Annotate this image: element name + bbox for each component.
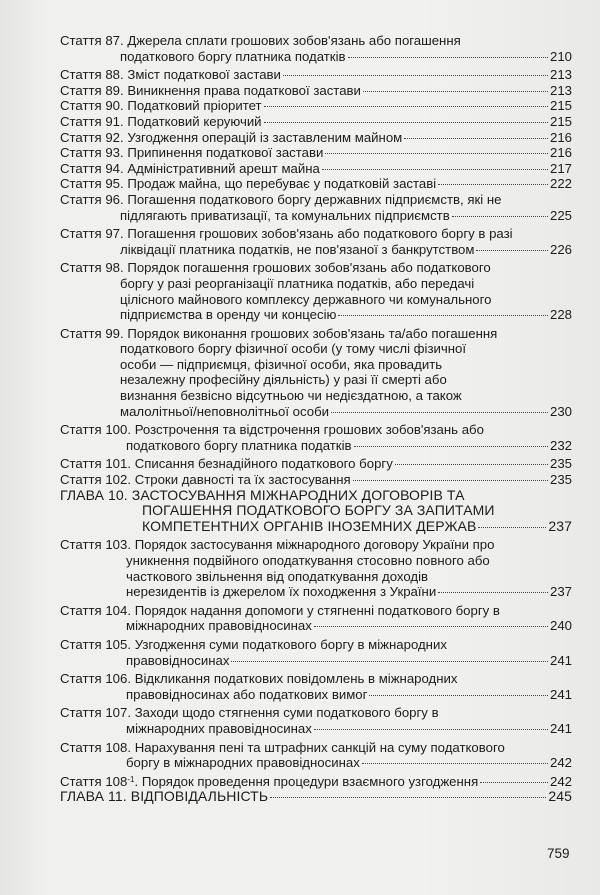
- page-ref: 210: [549, 48, 572, 64]
- entry-title-line: підлягають приватизації, та комунальних підприємств: [120, 207, 450, 223]
- toc-text: [120, 357, 442, 372]
- toc-label: [60, 487, 465, 503]
- toc-entry: [60, 83, 572, 99]
- dot-leader: [322, 169, 548, 170]
- page-ref: 222: [549, 176, 572, 192]
- dot-leader: [338, 315, 548, 316]
- entry-title-line: Списання безнадійного податкового боргу: [134, 456, 393, 472]
- toc-line: [60, 176, 572, 192]
- entry-number: Стаття 93.: [60, 145, 124, 161]
- page-ref: 235: [549, 472, 572, 488]
- toc-line: [60, 357, 572, 373]
- dot-leader: [363, 91, 548, 92]
- toc-entry: [60, 326, 572, 420]
- entry-number: Стаття 87.: [60, 33, 124, 48]
- toc-line: [60, 740, 572, 756]
- page-number: 759: [547, 846, 570, 861]
- toc-line: [60, 292, 572, 308]
- dot-leader: [270, 797, 546, 798]
- toc-label: Стаття $108^{-1}$. Порядок проведення процедури взаємного узгодження: [60, 773, 479, 789]
- toc-text: [142, 519, 476, 535]
- toc-line: [60, 569, 572, 585]
- entry-number: Стаття 104.: [60, 602, 132, 618]
- page-ref: 242: [549, 755, 572, 771]
- page-ref: 237: [548, 517, 572, 534]
- page-ref: 226: [549, 241, 572, 257]
- toc-label: [60, 603, 500, 618]
- toc-line: [60, 161, 572, 177]
- entry-title-line: ВІДПОВІДАЛЬНІСТЬ: [130, 788, 269, 805]
- toc-line: [60, 553, 572, 569]
- toc-line: [60, 755, 572, 771]
- dot-leader: [283, 75, 548, 76]
- page-ref: 235: [549, 456, 572, 472]
- toc-entry: [60, 740, 572, 771]
- toc-label: [60, 67, 281, 83]
- toc-line: [60, 721, 572, 737]
- toc-line: [60, 789, 572, 805]
- dot-leader: [452, 216, 548, 217]
- toc-line: [60, 537, 572, 553]
- toc-label: [60, 83, 361, 99]
- page-ref: 232: [549, 437, 572, 453]
- entry-number-superscript: -1: [127, 774, 135, 784]
- toc-entry: [60, 145, 572, 161]
- entry-gap: [60, 805, 572, 808]
- entry-title-line: часткового звільнення від оподаткування доходів: [126, 568, 429, 584]
- entry-title-line: Виникнення права податкової застави: [127, 82, 361, 98]
- dot-leader: [395, 464, 548, 465]
- dot-leader: [369, 695, 548, 696]
- toc-line: [60, 114, 572, 130]
- page-ref: 215: [549, 98, 572, 114]
- entry-title-line: підприємства в оренду чи концесію: [120, 307, 337, 323]
- toc-entry: [60, 422, 572, 453]
- entry-number: Стаття 98.: [60, 260, 124, 276]
- page-ref: 241: [549, 652, 572, 668]
- page-ref: 225: [549, 207, 572, 223]
- entry-title-line: Зміст податкової застави: [127, 67, 281, 83]
- entry-title-line: правовідносинах або податкових вимог: [126, 686, 368, 702]
- page-ref: 217: [549, 160, 572, 176]
- toc-entry: [60, 192, 572, 223]
- entry-title-line: цілісного майнового комплексу державного чи комунального: [120, 291, 492, 307]
- toc-text: [126, 569, 428, 584]
- page-ref: 242: [549, 773, 572, 789]
- toc-entry: [60, 33, 572, 64]
- toc-line: [60, 618, 572, 634]
- toc-line: [60, 519, 572, 535]
- toc-line: [60, 603, 572, 619]
- toc-entry: [60, 67, 572, 83]
- toc-entry: [60, 130, 572, 146]
- toc-line: [60, 584, 572, 600]
- toc-line: [60, 503, 572, 519]
- dot-leader: [354, 446, 548, 447]
- toc-label: [60, 789, 268, 805]
- entry-title-line: Джерела сплати грошових зобов'язань або погашення: [127, 33, 461, 48]
- toc-line: [60, 145, 572, 161]
- toc-text: [126, 687, 367, 703]
- toc-label: [60, 637, 447, 652]
- dot-leader: [264, 122, 548, 123]
- entry-title-line: визнання безвісно відсутньою чи недієздатною, а також: [120, 388, 462, 404]
- toc-label: [60, 114, 262, 130]
- entry-number: Стаття 90.: [60, 98, 124, 114]
- entry-title-line: Погашення податкового боргу державних підприємств, які не: [127, 191, 502, 207]
- toc-line: [60, 653, 572, 669]
- toc-entry: [60, 114, 572, 130]
- entry-title-line: податкового боргу платника податків: [120, 48, 346, 64]
- toc-chapter: [60, 789, 572, 805]
- entry-title-line: Порядок надання допомоги у стягненні податкового боргу в: [134, 602, 500, 618]
- toc-line: [60, 488, 572, 504]
- toc-line: [60, 671, 572, 687]
- dot-leader: [314, 729, 548, 730]
- toc-text: [126, 553, 490, 568]
- toc-line: [60, 307, 572, 323]
- toc-entry: [60, 176, 572, 192]
- entry-number: Стаття 96.: [60, 191, 124, 207]
- toc-label: [60, 740, 505, 755]
- entry-number: Стаття 108: [60, 773, 128, 789]
- toc-line: [60, 637, 572, 653]
- dot-leader: [362, 763, 548, 764]
- page-ref: 216: [549, 129, 572, 145]
- toc-line: [60, 260, 572, 276]
- toc-text: [142, 502, 495, 518]
- toc-entry: [60, 161, 572, 177]
- entry-title-line: податкового боргу платника податків: [126, 437, 352, 453]
- toc-chapter: [60, 488, 572, 535]
- entry-title-line: міжнародних правовідносинах: [126, 720, 312, 736]
- entry-number: Стаття 100.: [60, 422, 132, 438]
- toc-line: [60, 49, 572, 65]
- toc-label: [60, 226, 513, 241]
- entry-number: Стаття 108.: [60, 739, 132, 755]
- entry-title-line: Порядок застосування міжнародного договору України про: [134, 537, 495, 553]
- toc-line: [60, 208, 572, 224]
- toc-label: [60, 705, 439, 720]
- toc-line: [60, 438, 572, 454]
- page-ref: 213: [549, 82, 572, 98]
- entry-title-line: Порядок проведення процедури взаємного узгодження: [141, 773, 479, 789]
- toc-text: [120, 372, 447, 387]
- toc-entry: [60, 637, 572, 668]
- entry-number: Стаття 92.: [60, 129, 124, 145]
- toc-label: [60, 192, 501, 207]
- entry-title-line: Заходи щодо стягнення суми податкового боргу в: [134, 705, 439, 721]
- toc-text: [120, 242, 474, 258]
- toc-line: [60, 774, 572, 790]
- entry-title-line: міжнародних правовідносинах: [126, 618, 312, 634]
- toc-label: [60, 671, 457, 686]
- toc-label: [60, 145, 323, 161]
- entry-number: Стаття 105.: [60, 636, 132, 652]
- entry-title-line: ліквідації платника податків, не пов'язаної з банкрутством: [120, 241, 475, 257]
- entry-title-line: Строки давності та їх застосування: [134, 472, 351, 488]
- toc-entry: [60, 603, 572, 634]
- entry-number: Стаття 97.: [60, 226, 124, 242]
- toc-line: [60, 456, 572, 472]
- dot-leader: [331, 412, 548, 413]
- toc-line: [60, 67, 572, 83]
- entry-title-line: боргу в міжнародних правовідносинах: [126, 755, 360, 771]
- toc-line: [60, 705, 572, 721]
- entry-title-line: малолітньої/неповнолітньої особи: [120, 403, 330, 419]
- toc-line: [60, 687, 572, 703]
- dot-leader: [348, 57, 548, 58]
- entry-title-line: боргу у разі реорганізації платника податків, або передачі: [120, 275, 475, 291]
- dot-leader: [231, 661, 548, 662]
- toc-text: [120, 404, 329, 420]
- entry-title-line: Адміністративний арешт майна: [127, 160, 320, 176]
- entry-number: Стаття 107.: [60, 705, 132, 721]
- toc-label: [60, 161, 320, 177]
- toc-line: [60, 422, 572, 438]
- dot-leader: [404, 138, 548, 139]
- entry-title-line: Порядок виконання грошових зобов'язань та/або погашення: [127, 325, 498, 341]
- toc-entry: [60, 456, 572, 472]
- toc-line: [60, 83, 572, 99]
- toc-label: [60, 422, 484, 437]
- toc-label: [60, 130, 402, 146]
- page-ref: 216: [549, 145, 572, 161]
- toc-entry: [60, 537, 572, 599]
- toc-label: [60, 98, 262, 114]
- toc-entry: [60, 226, 572, 257]
- entry-number: Стаття 88.: [60, 67, 124, 83]
- entry-title-line: Узгодження суми податкового боргу в міжнародних: [134, 636, 447, 652]
- page-ref: 241: [549, 720, 572, 736]
- page-ref: 241: [549, 686, 572, 702]
- entry-title-line: нерезидентів із джерелом їх походження з України: [126, 584, 437, 600]
- toc-text: [120, 276, 474, 291]
- page-ref: 230: [549, 403, 572, 419]
- entry-number: Стаття 95.: [60, 176, 124, 192]
- entry-title-line: КОМПЕТЕНТНИХ ОРГАНІВ ІНОЗЕМНИХ ДЕРЖАВ: [142, 517, 477, 534]
- toc-line: [60, 98, 572, 114]
- toc-entry: [60, 774, 572, 790]
- entry-title-line: Продаж майна, що перебуває у податковій заставі: [127, 176, 437, 192]
- entry-title-line: Розстрочення та відстрочення грошових зобов'язань або: [134, 422, 484, 438]
- entry-title-line: особи — підприємця, фізичної особи, яка провадить: [120, 356, 443, 372]
- toc-line: [60, 130, 572, 146]
- entry-title-line: Податковий пріоритет: [127, 98, 262, 114]
- toc-line: [60, 388, 572, 404]
- toc-line: [60, 242, 572, 258]
- page-ref: 240: [549, 618, 572, 634]
- dot-leader: [438, 184, 548, 185]
- toc-line: [60, 341, 572, 357]
- toc-text: [120, 307, 336, 323]
- dot-leader: [325, 153, 548, 154]
- entry-title-line: ЗАСТОСУВАННЯ МІЖНАРОДНИХ ДОГОВОРІВ ТА: [131, 486, 465, 503]
- toc-line: [60, 33, 572, 49]
- toc-line: [60, 276, 572, 292]
- entry-number: Стаття 99.: [60, 325, 124, 341]
- entry-number: Стаття 106.: [60, 671, 132, 687]
- toc-line: [60, 372, 572, 388]
- entry-number: Стаття 102.: [60, 472, 132, 488]
- toc-label: [60, 537, 494, 552]
- entry-title-line: ПОГАШЕННЯ ПОДАТКОВОГО БОРГУ ЗА ЗАПИТАМИ: [142, 502, 495, 519]
- entry-number: Стаття 91.: [60, 113, 124, 129]
- entry-title-line: правовідносинах: [126, 652, 230, 668]
- entry-number: ГЛАВА 11.: [60, 788, 127, 805]
- entry-title-line: Нарахування пені та штрафних санкцій на суму податкового: [134, 739, 505, 755]
- toc-label: [60, 260, 491, 275]
- toc-line: [60, 226, 572, 242]
- entry-title-line: уникнення подвійного оподаткування стосовно повного або: [126, 553, 490, 568]
- entry-title-line: Узгодження операцій із заставленим майном: [127, 129, 403, 145]
- dot-leader: [438, 592, 548, 593]
- dot-leader: [478, 527, 546, 528]
- toc-text: [120, 341, 466, 356]
- toc-label: [60, 326, 497, 341]
- toc-entry: [60, 260, 572, 322]
- entry-number: ГЛАВА 10.: [60, 486, 128, 503]
- page-ref: 213: [549, 67, 572, 83]
- page-ref: 237: [549, 584, 572, 600]
- toc-entry: [60, 671, 572, 702]
- toc-text: [126, 618, 312, 634]
- toc-entry: [60, 472, 572, 488]
- toc-line: [60, 472, 572, 488]
- toc-label: [60, 456, 393, 472]
- entry-number: Стаття 101.: [60, 456, 132, 472]
- toc-label: [60, 33, 461, 48]
- toc-text: [126, 438, 352, 454]
- dot-leader: [353, 480, 548, 481]
- toc-text: [126, 653, 229, 669]
- page-ref: 228: [549, 307, 572, 323]
- toc-text: [126, 721, 312, 737]
- toc-text: [120, 49, 346, 65]
- dot-leader: [480, 782, 548, 783]
- toc-entry: [60, 705, 572, 736]
- dot-leader: [264, 106, 548, 107]
- entry-title-line: незалежну професійну діяльність) у разі її смерті або: [120, 372, 447, 388]
- entry-title-line: податкового боргу фізичної особи (у тому числі фізичної: [120, 341, 467, 357]
- entry-number: Стаття 94.: [60, 160, 124, 176]
- toc-text: [126, 755, 360, 771]
- entry-number: Стаття 103.: [60, 537, 132, 553]
- toc-text: [120, 208, 450, 224]
- entry-title-line: Податковий керуючий: [127, 113, 262, 129]
- toc-line: [60, 326, 572, 342]
- dot-leader: [314, 626, 548, 627]
- entry-number: Стаття 89.: [60, 82, 124, 98]
- toc-label: [60, 472, 351, 488]
- dot-leader: [476, 250, 548, 251]
- entry-title-line: Погашення грошових зобов'язань або податкового боргу в разі: [127, 226, 513, 242]
- page-ref: 215: [549, 113, 572, 129]
- toc-text: [120, 388, 462, 403]
- page-ref: 245: [548, 788, 572, 805]
- entry-title-line: Припинення податкової застави: [127, 145, 324, 161]
- toc-text: [126, 584, 436, 600]
- toc-line: [60, 192, 572, 208]
- table-of-contents: [60, 33, 572, 808]
- entry-title-line: Порядок погашення грошових зобов'язань або податкового: [127, 260, 491, 276]
- toc-line: [60, 404, 572, 420]
- toc-label: [60, 176, 436, 192]
- toc-text: [120, 292, 491, 307]
- toc-entry: [60, 98, 572, 114]
- entry-title-line: Відкликання податкових повідомлень в міжнародних: [134, 671, 458, 687]
